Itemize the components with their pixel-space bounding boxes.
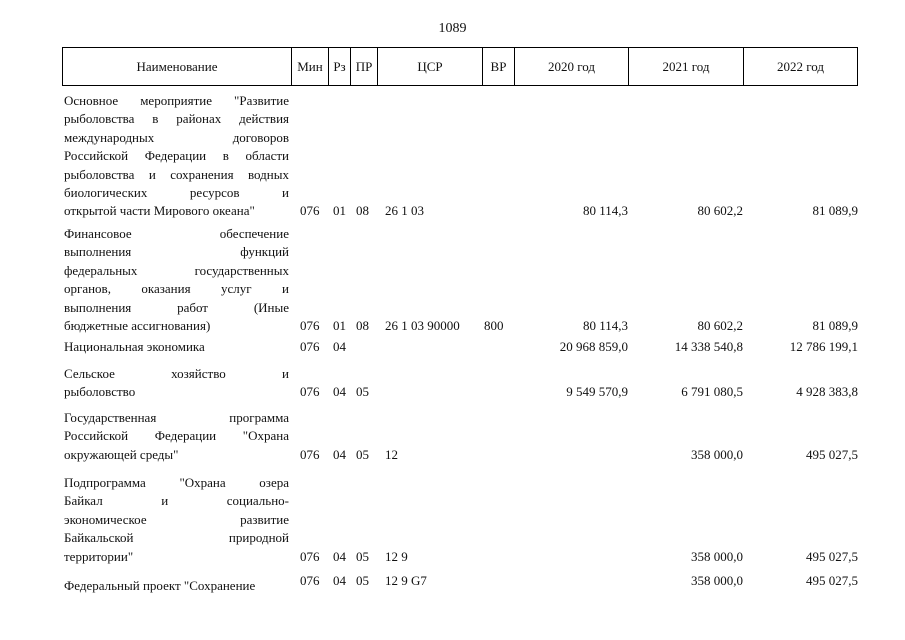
row-name-line: биологических ресурсов и bbox=[64, 185, 289, 201]
row-name-line: Основное мероприятие "Развитие bbox=[64, 93, 289, 108]
row-csr: 12 bbox=[385, 446, 398, 462]
row-2021: 80 602,2 bbox=[697, 318, 743, 333]
row-pr: 05 bbox=[356, 384, 369, 400]
row-2021: 80 602,2 bbox=[697, 203, 743, 219]
row-name-line: Финансовое обеспечение bbox=[64, 226, 289, 241]
row-2022: 81 089,9 bbox=[812, 318, 858, 333]
row-pr: 08 bbox=[356, 203, 369, 219]
row-rz: 04 bbox=[333, 573, 346, 588]
row-name-line: открытой части Мирового океана" bbox=[64, 203, 255, 219]
row-2022: 495 027,5 bbox=[806, 446, 858, 462]
header-2020: 2020 год bbox=[515, 48, 629, 85]
row-min: 076 bbox=[300, 548, 320, 564]
row-name bbox=[64, 409, 289, 464]
row-name-line: международных договоров bbox=[64, 129, 289, 145]
row-2022: 495 027,5 bbox=[806, 573, 858, 588]
header-2021: 2021 год bbox=[629, 48, 744, 85]
header-2022: 2022 год bbox=[777, 59, 824, 74]
row-2020: 9 549 570,9 bbox=[566, 384, 628, 400]
row-2021: 358 000,0 bbox=[691, 446, 743, 462]
row-2022: 81 089,9 bbox=[812, 203, 858, 219]
row-name-line: рыболовство bbox=[64, 384, 136, 400]
row-rz: 01 bbox=[333, 318, 346, 333]
row-2020: 20 968 859,0 bbox=[559, 339, 628, 354]
row-min: 076 bbox=[300, 318, 320, 333]
row-name-line: Национальная экономика bbox=[64, 339, 205, 354]
row-csr: 12 9 G7 bbox=[385, 573, 427, 588]
row-name-line: выполнения функций bbox=[64, 244, 289, 260]
table-header bbox=[62, 47, 858, 86]
row-min: 076 bbox=[300, 573, 320, 588]
row-name-line: Байкальской природной bbox=[64, 530, 289, 546]
row-name-line: органов, оказания услуг и bbox=[64, 281, 289, 297]
row-name-line: бюджетные ассигнования) bbox=[64, 318, 211, 334]
row-2020: 80 114,3 bbox=[582, 203, 628, 219]
row-rz: 04 bbox=[333, 384, 346, 400]
row-2021: 358 000,0 bbox=[691, 548, 743, 564]
row-rz: 01 bbox=[333, 203, 346, 219]
row-name-line: Российской Федерации "Охрана bbox=[64, 428, 289, 444]
row-rz: 04 bbox=[333, 339, 346, 354]
row-rz: 04 bbox=[333, 548, 346, 564]
row-min: 076 bbox=[300, 384, 320, 400]
row-csr: 12 9 bbox=[385, 548, 408, 564]
row-name-line: Российской Федерации в области bbox=[64, 148, 289, 164]
row-name-line: Государственная программа bbox=[64, 410, 289, 425]
row-name-line: Федеральный проект "Сохранение bbox=[64, 578, 256, 593]
row-name-line: рыболовства и сохранения водных bbox=[64, 166, 289, 182]
row-pr: 05 bbox=[356, 548, 369, 564]
header-name: Наименование bbox=[63, 48, 292, 85]
row-name-line: Байкал и социально- bbox=[64, 493, 289, 509]
row-csr: 26 1 03 bbox=[385, 203, 424, 219]
row-name-line: территории" bbox=[64, 548, 134, 564]
row-min: 076 bbox=[300, 339, 320, 354]
row-min: 076 bbox=[300, 203, 320, 219]
row-2021: 358 000,0 bbox=[691, 573, 743, 588]
row-csr: 26 1 03 90000 bbox=[385, 318, 460, 333]
row-name-line: выполнения работ (Иные bbox=[64, 299, 289, 315]
row-name-line: федеральных государственных bbox=[64, 262, 289, 278]
row-name-line: рыболовства в районах действия bbox=[64, 111, 289, 127]
row-name-line: Подпрограмма "Охрана озера bbox=[64, 475, 289, 490]
row-pr: 05 bbox=[356, 573, 369, 588]
row-min: 076 bbox=[300, 446, 320, 462]
header-pr: ПР bbox=[351, 48, 378, 85]
header-min: Мин bbox=[292, 48, 329, 85]
row-pr: 05 bbox=[356, 446, 369, 462]
header-rz: Рз bbox=[329, 48, 351, 85]
row-name bbox=[64, 474, 289, 566]
row-2020: 80 114,3 bbox=[582, 318, 628, 333]
row-2021: 6 791 080,5 bbox=[681, 384, 743, 400]
row-name-line: Сельское хозяйство и bbox=[64, 366, 289, 381]
row-rz: 04 bbox=[333, 446, 346, 462]
row-name-line: окружающей среды" bbox=[64, 446, 179, 462]
header-vr: ВР bbox=[483, 48, 515, 85]
row-name bbox=[64, 338, 289, 356]
row-name bbox=[64, 577, 289, 595]
row-2022: 495 027,5 bbox=[806, 548, 858, 564]
row-2021: 14 338 540,8 bbox=[674, 339, 743, 354]
row-2022: 12 786 199,1 bbox=[789, 339, 858, 354]
row-name bbox=[64, 365, 289, 402]
row-vr: 800 bbox=[484, 318, 504, 333]
row-name bbox=[64, 92, 289, 221]
row-2022: 4 928 383,8 bbox=[796, 384, 858, 400]
page-number: 1089 bbox=[438, 21, 467, 36]
row-name bbox=[64, 225, 289, 335]
row-name-line: экономическое развитие bbox=[64, 511, 289, 527]
row-pr: 08 bbox=[356, 318, 369, 333]
header-csr: ЦСР bbox=[378, 48, 483, 85]
